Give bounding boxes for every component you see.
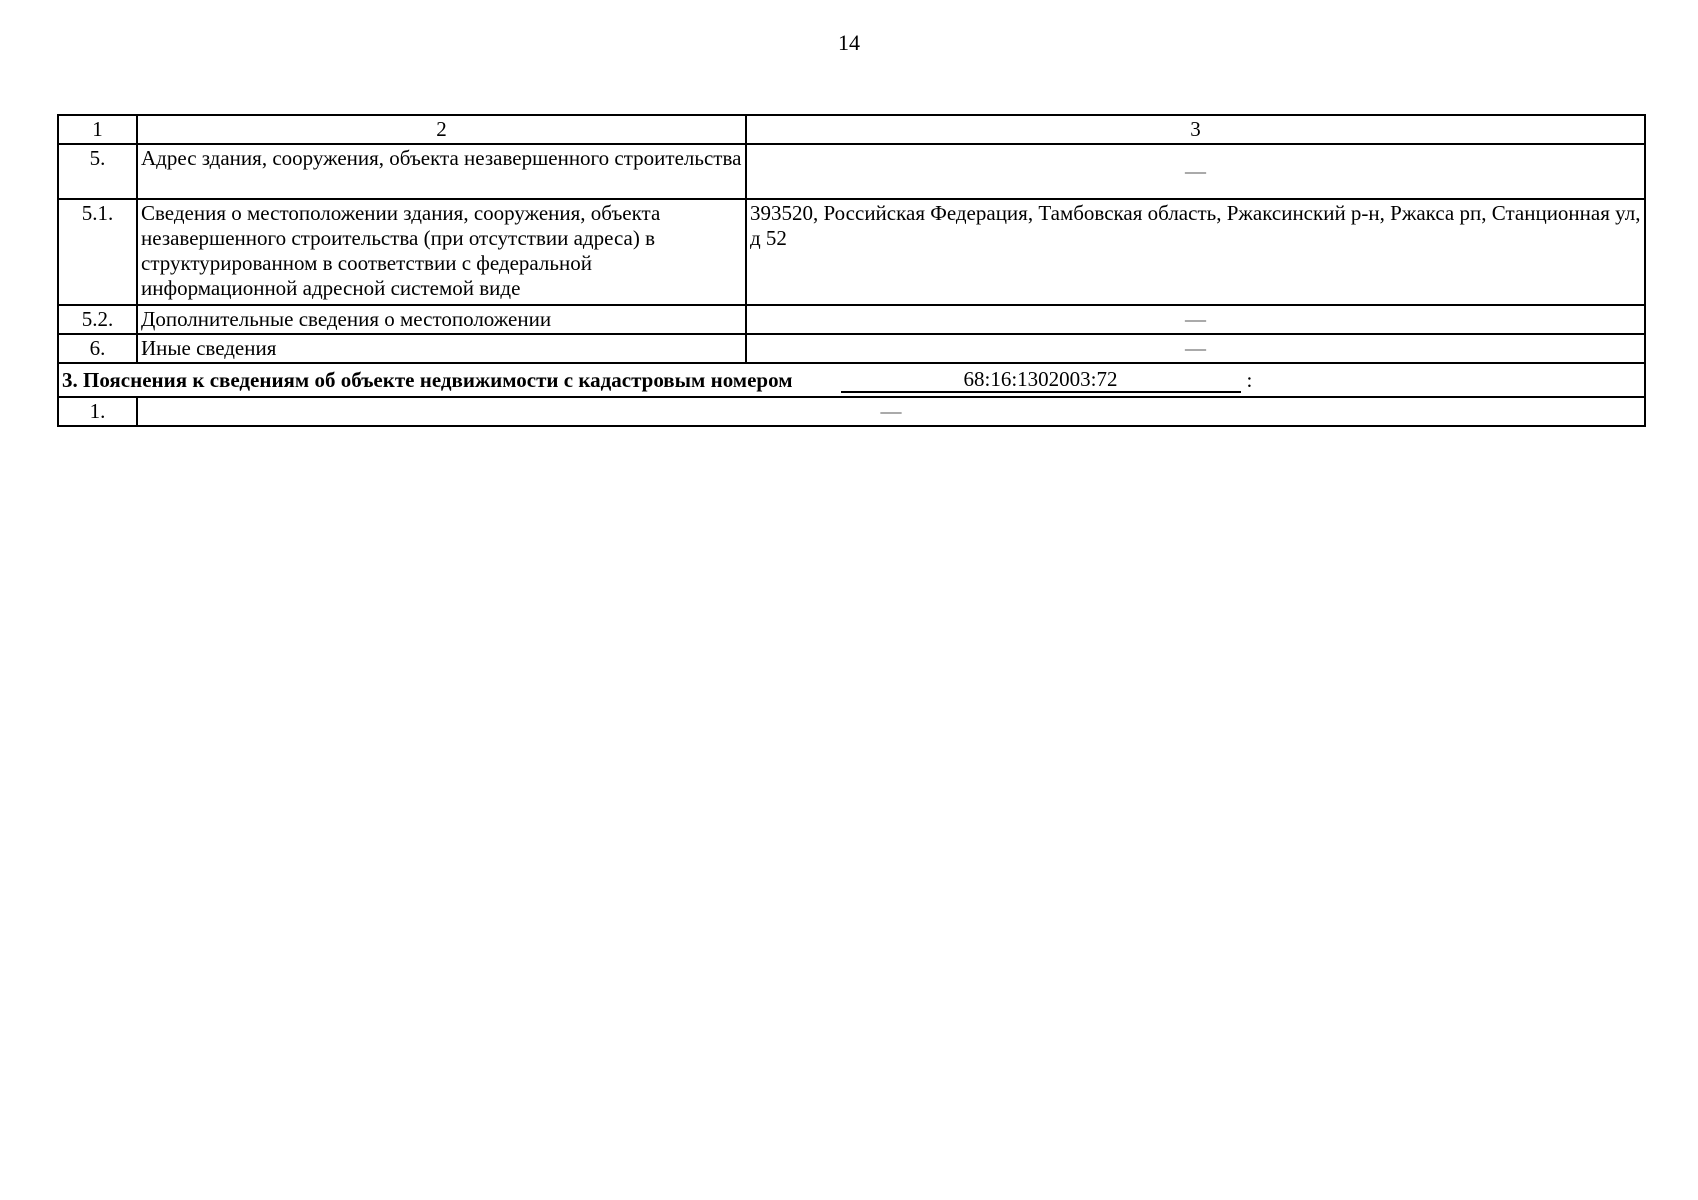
row-value: — (746, 334, 1645, 363)
row-label: Сведения о местоположении здания, сооружения, объекта незавершенного строительства (при отсутствии адреса) в структурированном в соответствии с федеральной информационной адресной системой виде (137, 199, 746, 305)
table-row (58, 199, 1645, 305)
row-value: — (137, 397, 1645, 426)
table-row (58, 334, 1645, 363)
column-number-2: 2 (137, 115, 746, 144)
address-value: 393520, Российская Федерация, Тамбовская область, Ржаксинский р-н, Ржакса рп, Станционная ул, д 52 (746, 199, 1645, 305)
cadastral-number: 68:16:1302003:72 (841, 367, 1241, 393)
row-number: 5. (58, 144, 137, 199)
table-row (58, 397, 1645, 426)
row-number: 5.1. (58, 199, 137, 305)
cadastral-info-table (57, 114, 1646, 427)
row-label: Иные сведения (137, 334, 746, 363)
row-number: 1. (58, 397, 137, 426)
page-number: 14 (838, 30, 860, 55)
row-label: Дополнительные сведения о местоположении (137, 305, 746, 334)
row-number: 5.2. (58, 305, 137, 334)
section-colon: : (1246, 367, 1253, 392)
table-row (58, 305, 1645, 334)
table-header-row (58, 115, 1645, 144)
row-label: Адрес здания, сооружения, объекта незавершенного строительства (137, 144, 746, 199)
column-number-3: 3 (746, 115, 1645, 144)
section-3-header-row (58, 363, 1645, 397)
table-row (58, 144, 1645, 199)
row-number: 6. (58, 334, 137, 363)
row-value: — (746, 144, 1645, 199)
section-3-header (58, 363, 1645, 397)
section-3-title: 3. Пояснения к сведениям об объекте недвижимости с кадастровым номером (62, 367, 793, 392)
column-number-1: 1 (58, 115, 137, 144)
row-value: — (746, 305, 1645, 334)
